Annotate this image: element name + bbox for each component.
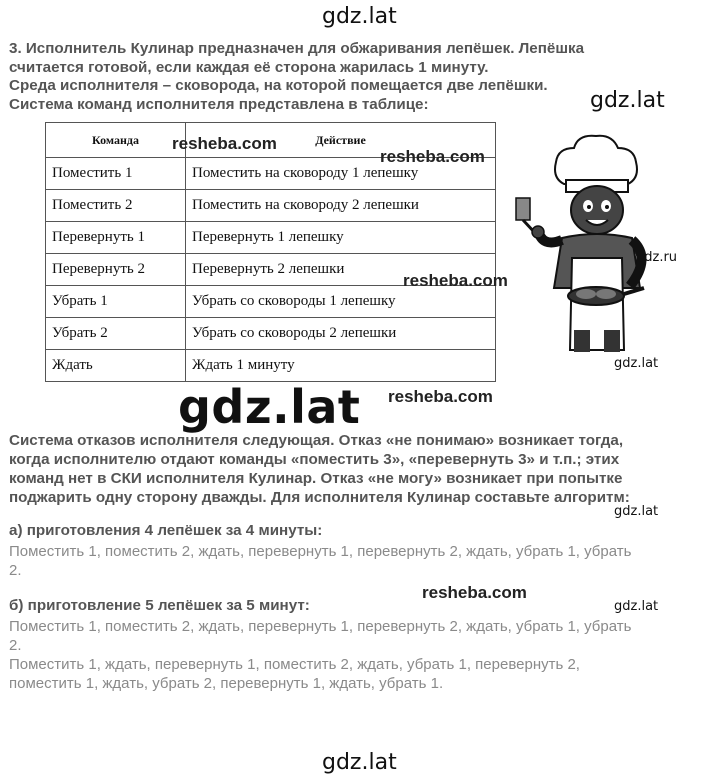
watermark-resheba-1: resheba.com — [172, 134, 277, 153]
watermark-resheba-2: resheba.com — [380, 147, 485, 166]
watermark-gdz-big: gdz.lat — [178, 380, 361, 434]
watermark-gdz-small-1: gdz.lat — [614, 356, 659, 371]
column-header-action: Действие — [186, 123, 496, 158]
action-cell: Перевернуть 1 лепешку — [186, 222, 496, 254]
command-cell: Ждать — [46, 350, 186, 382]
task-statement — [9, 40, 629, 114]
part-a-answer — [9, 542, 709, 580]
part-b-answer — [9, 617, 709, 693]
task-line: Среда исполнителя – сковорода, на которой помещается две лепёшки. — [9, 77, 548, 94]
part-a-heading: а) приготовления 4 лепёшек за 4 минуты: — [9, 522, 323, 539]
watermark-gdz-bottom: gdz.lat — [322, 750, 397, 775]
answer-line: Поместить 1, ждать, перевернуть 1, поместить 2, ждать, убрать 1, перевернуть 2, — [9, 656, 580, 673]
task-line: считается готовой, если каждая её сторона жарилась 1 минуту. — [9, 58, 489, 76]
cook-illustration — [512, 118, 682, 358]
table-row — [46, 222, 496, 254]
answer-line: Поместить 1, поместить 2, ждать, перевернуть 1, перевернуть 2, ждать, убрать 1, убрать — [9, 618, 632, 635]
failures-paragraph — [9, 431, 709, 507]
action-cell: Убрать со сковороды 2 лепешки — [186, 318, 496, 350]
answer-line: поместить 1, ждать, убрать 2, перевернуть 1, ждать, убрать 1. — [9, 675, 444, 692]
action-cell: Поместить на сковороду 1 лепешку — [186, 158, 496, 190]
column-header-command: Команда — [46, 123, 186, 158]
watermark-gdz-ru: gdz.ru — [636, 250, 678, 265]
watermark-resheba-5: resheba.com — [422, 583, 527, 602]
command-cell: Поместить 1 — [46, 158, 186, 190]
action-cell: Убрать со сковороды 1 лепешку — [186, 286, 496, 318]
table-row — [46, 190, 496, 222]
command-cell: Убрать 2 — [46, 318, 186, 350]
table-row — [46, 350, 496, 382]
action-cell: Поместить на сковороду 2 лепешки — [186, 190, 496, 222]
paragraph-line: когда исполнителю отдают команды «поместить 3», «перевернуть 3» и т.п.; этих — [9, 451, 620, 468]
command-cell: Перевернуть 2 — [46, 254, 186, 286]
command-cell: Убрать 1 — [46, 286, 186, 318]
table-row — [46, 318, 496, 350]
watermark-resheba-4: resheba.com — [388, 387, 493, 406]
answer-line: 2. — [9, 562, 22, 579]
watermark-gdz-top: gdz.lat — [322, 4, 397, 29]
watermark-gdz-right: gdz.lat — [590, 88, 665, 113]
watermark-resheba-3: resheba.com — [403, 271, 508, 290]
answer-line: Поместить 1, поместить 2, ждать, перевернуть 1, перевернуть 2, ждать, убрать 1, убрать — [9, 543, 632, 560]
answer-line: 2. — [9, 637, 22, 654]
command-cell: Поместить 2 — [46, 190, 186, 222]
paragraph-line: команд нет в СКИ исполнителя Кулинар. Отказ «не могу» возникает при попытке — [9, 470, 623, 487]
part-b-heading: б) приготовление 5 лепёшек за 5 минут: — [9, 597, 310, 614]
paragraph-line: Система отказов исполнителя следующая. Отказ «не понимаю» возникает тогда, — [9, 432, 624, 449]
paragraph-line: поджарить одну сторону дважды. Для исполнителя Кулинар составьте алгоритм: — [9, 489, 630, 506]
watermark-gdz-small-2: gdz.lat — [614, 504, 659, 519]
task-line: 3. Исполнитель Кулинар предназначен для обжаривания лепёшек. Лепёшка — [9, 40, 585, 57]
watermark-gdz-small-3: gdz.lat — [614, 599, 659, 614]
action-cell: Перевернуть 2 лепешки — [186, 254, 496, 286]
action-cell: Ждать 1 минуту — [186, 350, 496, 382]
task-line: Система команд исполнителя представлена в таблице: — [9, 95, 429, 113]
command-cell: Перевернуть 1 — [46, 222, 186, 254]
